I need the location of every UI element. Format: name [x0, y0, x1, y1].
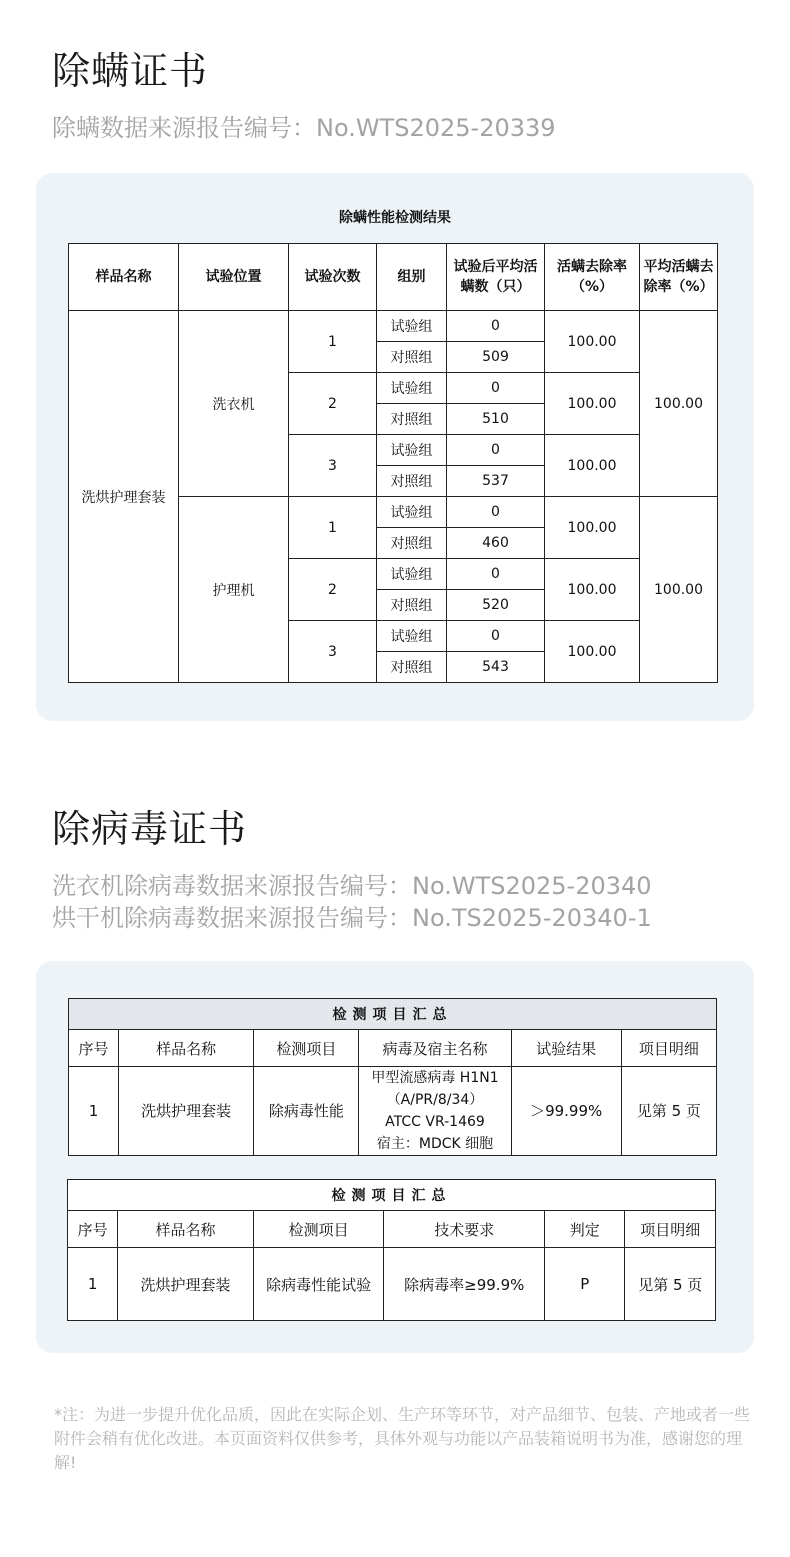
- t1-row-item: 除病毒性能: [254, 1067, 359, 1156]
- mite-table-title: 除螨性能检测结果: [339, 210, 451, 226]
- mite-count-cell: 509: [447, 342, 545, 373]
- mite-count-cell: 0: [447, 435, 545, 466]
- sample-name-cell: 洗烘护理套装: [69, 311, 179, 683]
- header-sample: 样品名称: [69, 244, 179, 311]
- mite-count-cell: 0: [447, 497, 545, 528]
- group-cell: 对照组: [377, 404, 447, 435]
- location-cell: 护理机: [179, 497, 289, 683]
- group-cell: 试验组: [377, 435, 447, 466]
- table1-title: 检测项目汇总: [69, 999, 717, 1030]
- mite-report-number: 除螨数据来源报告编号：No.WTS2025-20339: [52, 114, 556, 142]
- removal-rate-cell: 100.00: [545, 497, 640, 559]
- t1-header-no: 序号: [69, 1030, 119, 1067]
- header-avg-removal-rate: 平均活螨去除率（%）: [640, 244, 718, 311]
- t1-header-virus: 病毒及宿主名称: [359, 1030, 511, 1067]
- t2-header-requirement: 技术要求: [384, 1211, 545, 1248]
- header-group: 组别: [377, 244, 447, 311]
- group-cell: 试验组: [377, 621, 447, 652]
- virus-atcc: ATCC VR-1469: [385, 1114, 485, 1130]
- avg-removal-rate-cell: 100.00: [640, 497, 718, 683]
- location-cell: 洗衣机: [179, 311, 289, 497]
- mite-count-cell: 537: [447, 466, 545, 497]
- virus-results-card: [36, 961, 754, 1353]
- t2-row-sample: 洗烘护理套装: [118, 1248, 254, 1321]
- group-cell: 试验组: [377, 497, 447, 528]
- dryer-virus-report-number: 烘干机除病毒数据来源报告编号：No.TS2025-20340-1: [52, 904, 652, 932]
- t1-header-detail: 项目明细: [621, 1030, 716, 1067]
- mite-results-table: [68, 243, 718, 683]
- virus-summary-table-2: [67, 1179, 716, 1321]
- group-cell: 对照组: [377, 342, 447, 373]
- trial-number-cell: 1: [289, 497, 377, 559]
- group-cell: 对照组: [377, 528, 447, 559]
- virus-name: 甲型流感病毒 H1N1: [371, 1070, 499, 1086]
- group-cell: 试验组: [377, 373, 447, 404]
- removal-rate-cell: 100.00: [545, 373, 640, 435]
- t2-row-no: 1: [68, 1248, 118, 1321]
- header-location: 试验位置: [179, 244, 289, 311]
- t2-header-sample: 样品名称: [118, 1211, 254, 1248]
- t1-header-sample: 样品名称: [119, 1030, 254, 1067]
- mite-count-cell: 0: [447, 373, 545, 404]
- t1-row-no: 1: [69, 1067, 119, 1156]
- t2-row-requirement: 除病毒率≥99.9%: [384, 1248, 545, 1321]
- group-cell: 试验组: [377, 559, 447, 590]
- t1-row-result: ＞99.99%: [511, 1067, 621, 1156]
- mite-count-cell: 543: [447, 652, 545, 683]
- header-trial: 试验次数: [289, 244, 377, 311]
- group-cell: 对照组: [377, 590, 447, 621]
- mite-count-cell: 460: [447, 528, 545, 559]
- mite-count-cell: 510: [447, 404, 545, 435]
- removal-rate-cell: 100.00: [545, 435, 640, 497]
- disclaimer-note: *注：为进一步提升优化品质，因此在实际企划、生产环等环节，对产品细节、包装、产地或者一些附件会稍有优化改进。本页面资料仅供参考，具体外观与功能以产品装箱说明书为准，感谢您的理解!: [54, 1405, 751, 1472]
- header-avg-mites: 试验后平均活螨数（只）: [447, 244, 545, 311]
- t1-row-virus: [359, 1067, 511, 1156]
- t2-row-item: 除病毒性能试验: [253, 1248, 384, 1321]
- removal-rate-cell: 100.00: [545, 621, 640, 683]
- mite-count-cell: 0: [447, 311, 545, 342]
- avg-removal-rate-cell: 100.00: [640, 311, 718, 497]
- mite-count-cell: 0: [447, 559, 545, 590]
- header-removal-rate: 活螨去除率（%）: [545, 244, 640, 311]
- trial-number-cell: 2: [289, 373, 377, 435]
- virus-summary-table-1: [68, 998, 717, 1156]
- t2-header-detail: 项目明细: [625, 1211, 716, 1248]
- trial-number-cell: 3: [289, 435, 377, 497]
- virus-certificate-title: 除病毒证书: [52, 807, 248, 851]
- mite-certificate-title: 除螨证书: [52, 49, 209, 93]
- mite-count-cell: 0: [447, 621, 545, 652]
- table2-title: 检测项目汇总: [68, 1180, 716, 1211]
- mite-count-cell: 520: [447, 590, 545, 621]
- removal-rate-cell: 100.00: [545, 559, 640, 621]
- trial-number-cell: 3: [289, 621, 377, 683]
- group-cell: 试验组: [377, 311, 447, 342]
- t1-header-result: 试验结果: [511, 1030, 621, 1067]
- group-cell: 对照组: [377, 466, 447, 497]
- t2-row-detail: 见第 5 页: [625, 1248, 716, 1321]
- removal-rate-cell: 100.00: [545, 311, 640, 373]
- t1-row-detail: 见第 5 页: [621, 1067, 716, 1156]
- t2-row-judgement: P: [545, 1248, 625, 1321]
- t2-header-no: 序号: [68, 1211, 118, 1248]
- virus-strain: （A/PR/8/34）: [386, 1092, 484, 1108]
- t2-header-judgement: 判定: [545, 1211, 625, 1248]
- trial-number-cell: 1: [289, 311, 377, 373]
- t1-header-item: 检测项目: [254, 1030, 359, 1067]
- washer-virus-report-number: 洗衣机除病毒数据来源报告编号：No.WTS2025-20340: [52, 872, 652, 900]
- trial-number-cell: 2: [289, 559, 377, 621]
- virus-host: 宿主：MDCK 细胞: [376, 1136, 494, 1152]
- t1-row-sample: 洗烘护理套装: [119, 1067, 254, 1156]
- mite-results-card: [36, 173, 754, 721]
- group-cell: 对照组: [377, 652, 447, 683]
- t2-header-item: 检测项目: [253, 1211, 384, 1248]
- mite-row: [69, 311, 718, 342]
